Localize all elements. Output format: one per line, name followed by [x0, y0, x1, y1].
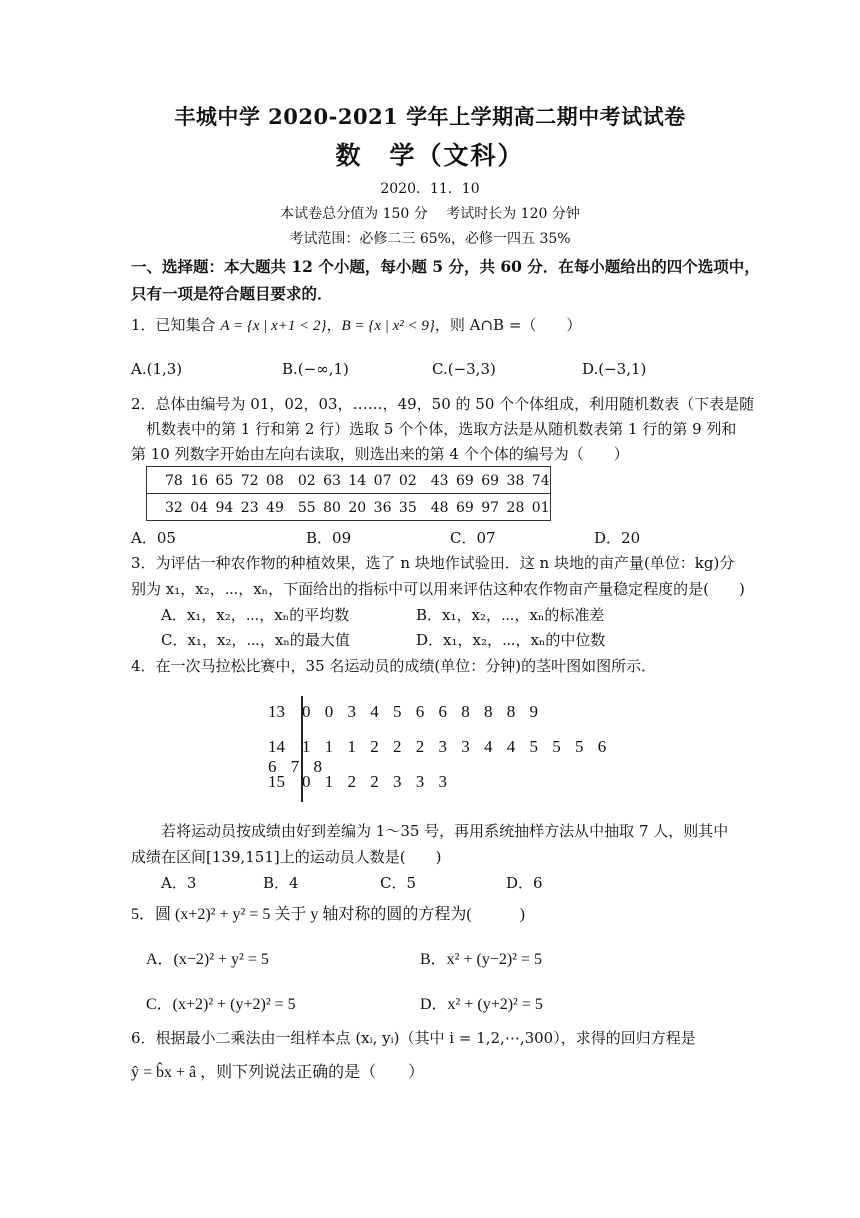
random-number-table [146, 466, 551, 521]
table-row [147, 494, 551, 521]
q5-option-b: B．x² + (y−2)² = 5 [420, 951, 542, 968]
question-6-line2: ŷ = b̂x + â ，则下列说法正确的是（ ） [131, 1064, 425, 1081]
stem-leaf-row [268, 772, 452, 792]
leaf-values: 0 0 3 4 5 6 6 8 8 8 9 [302, 702, 543, 721]
exam-date: 2020．11．10 [380, 181, 480, 197]
exam-title: 丰城中学 2020-2021 学年上学期高二期中考试试卷 [174, 104, 686, 129]
question-2-line2: 机数表中的第 1 行和第 2 行）选取 5 个个体，选取方法是从随机数表第 1 行的第 9 列和 [146, 420, 737, 438]
table-cell: 78 16 65 72 08 02 63 14 07 02 43 69 69 38 74 [147, 467, 551, 494]
q3-option-c: C．x₁，x₂，⋯，xₙ的最大值 [161, 631, 350, 649]
q4-option-c: C．5 [380, 874, 417, 892]
q5-option-c: C．(x+2)² + (y+2)² = 5 [146, 996, 296, 1013]
q1-option-d: D.(−3,1) [582, 360, 647, 378]
question-3-line1: 3．为评估一种农作物的种植效果，选了 n 块地作试验田．这 n 块地的亩产量(单位：kg)分 [131, 554, 735, 572]
table-cell: 32 04 94 23 49 55 80 20 36 35 48 69 97 28 01 [147, 494, 551, 521]
q1-option-c: C.(−3,3) [432, 360, 496, 378]
q5-option-d: D．x² + (y+2)² = 5 [420, 996, 543, 1013]
q4-option-d: D．6 [506, 874, 543, 892]
section1-heading-line2: 只有一项是符合题目要求的． [131, 284, 333, 303]
leaf-values: 1 1 1 2 2 2 3 3 4 4 5 5 5 6 6 7 8 [268, 737, 612, 776]
question-3-line2: 别为 x₁，x₂，⋯，xₙ，下面给出的指标中可以用来评估这种农作物亩产量稳定程度的是( ) [131, 580, 745, 598]
q4-option-b: B．4 [263, 874, 299, 892]
q1-tail: ，则 A∩B =（ ） [434, 316, 582, 334]
stem-value: 14 [268, 737, 285, 756]
q1-option-a: A.(1,3) [131, 360, 183, 378]
stem-value: 13 [268, 702, 285, 721]
leaf-values: 0 1 2 2 3 3 3 [302, 772, 452, 791]
q4-option-a: A．3 [161, 874, 197, 892]
q1-mid: ， [326, 316, 342, 334]
question-2-line1: 2．总体由编号为 01，02，03，……，49，50 的 50 个个体组成，利用随机数表（下表是随 [131, 395, 755, 413]
table-row [147, 467, 551, 494]
q3-option-a: A．x₁，x₂，⋯，xₙ的平均数 [161, 606, 350, 624]
q2-option-d: D．20 [594, 529, 641, 547]
q3-option-b: B．x₁，x₂，⋯，xₙ的标准差 [416, 606, 605, 624]
exam-subtitle: 数 学（文科） [335, 141, 525, 170]
q1-set-b: B = {x | x² < 9} [341, 318, 435, 334]
q3-option-d: D．x₁，x₂，⋯，xₙ的中位数 [416, 631, 606, 649]
q1-prefix: 1．已知集合 [131, 316, 221, 334]
stem-value: 15 [268, 772, 285, 791]
q1-option-b: B.(−∞,1) [282, 360, 349, 378]
exam-score-info: 本试卷总分值为 150 分 考试时长为 120 分钟 [280, 206, 580, 222]
q2-option-c: C．07 [450, 529, 496, 547]
question-2-line3: 第 10 列数字开始由左向右读取，则选出来的第 4 个个体的编号为（ ） [131, 445, 629, 463]
question-4-line2: 若将运动员按成绩由好到差编为 1～35 号，再用系统抽样方法从中抽取 7 人，则其中 [161, 822, 729, 840]
question-6-line1: 6．根据最小二乘法由一组样本点 (xᵢ, yᵢ)（其中 i = 1,2,⋯,300），求得的回归方程是 [131, 1029, 696, 1047]
question-1-stem [131, 314, 581, 335]
q5-option-a: A．(x−2)² + y² = 5 [146, 951, 269, 968]
q2-option-a: A．05 [131, 529, 176, 547]
section1-heading-line1: 一、选择题：本大题共 12 个小题，每小题 5 分，共 60 分．在每小题给出的四个选项中， [131, 257, 760, 276]
question-5-line1: 5．圆 (x+2)² + y² = 5 关于 y 轴对称的圆的方程为( ) [131, 906, 525, 923]
stem-leaf-row [268, 702, 543, 722]
stem-leaf-row [268, 737, 628, 777]
question-4-line3: 成绩在区间[139,151]上的运动员人数是( ) [131, 848, 442, 866]
exam-scope: 考试范围：必修二三 65%，必修一四五 35% [289, 231, 571, 247]
q2-option-b: B．09 [306, 529, 352, 547]
stem-leaf-plot [268, 692, 628, 812]
question-4-line1: 4．在一次马拉松比赛中，35 名运动员的成绩(单位：分钟)的茎叶图如图所示． [131, 657, 657, 675]
q1-set-a: A = {x | x+1 < 2} [220, 318, 327, 334]
